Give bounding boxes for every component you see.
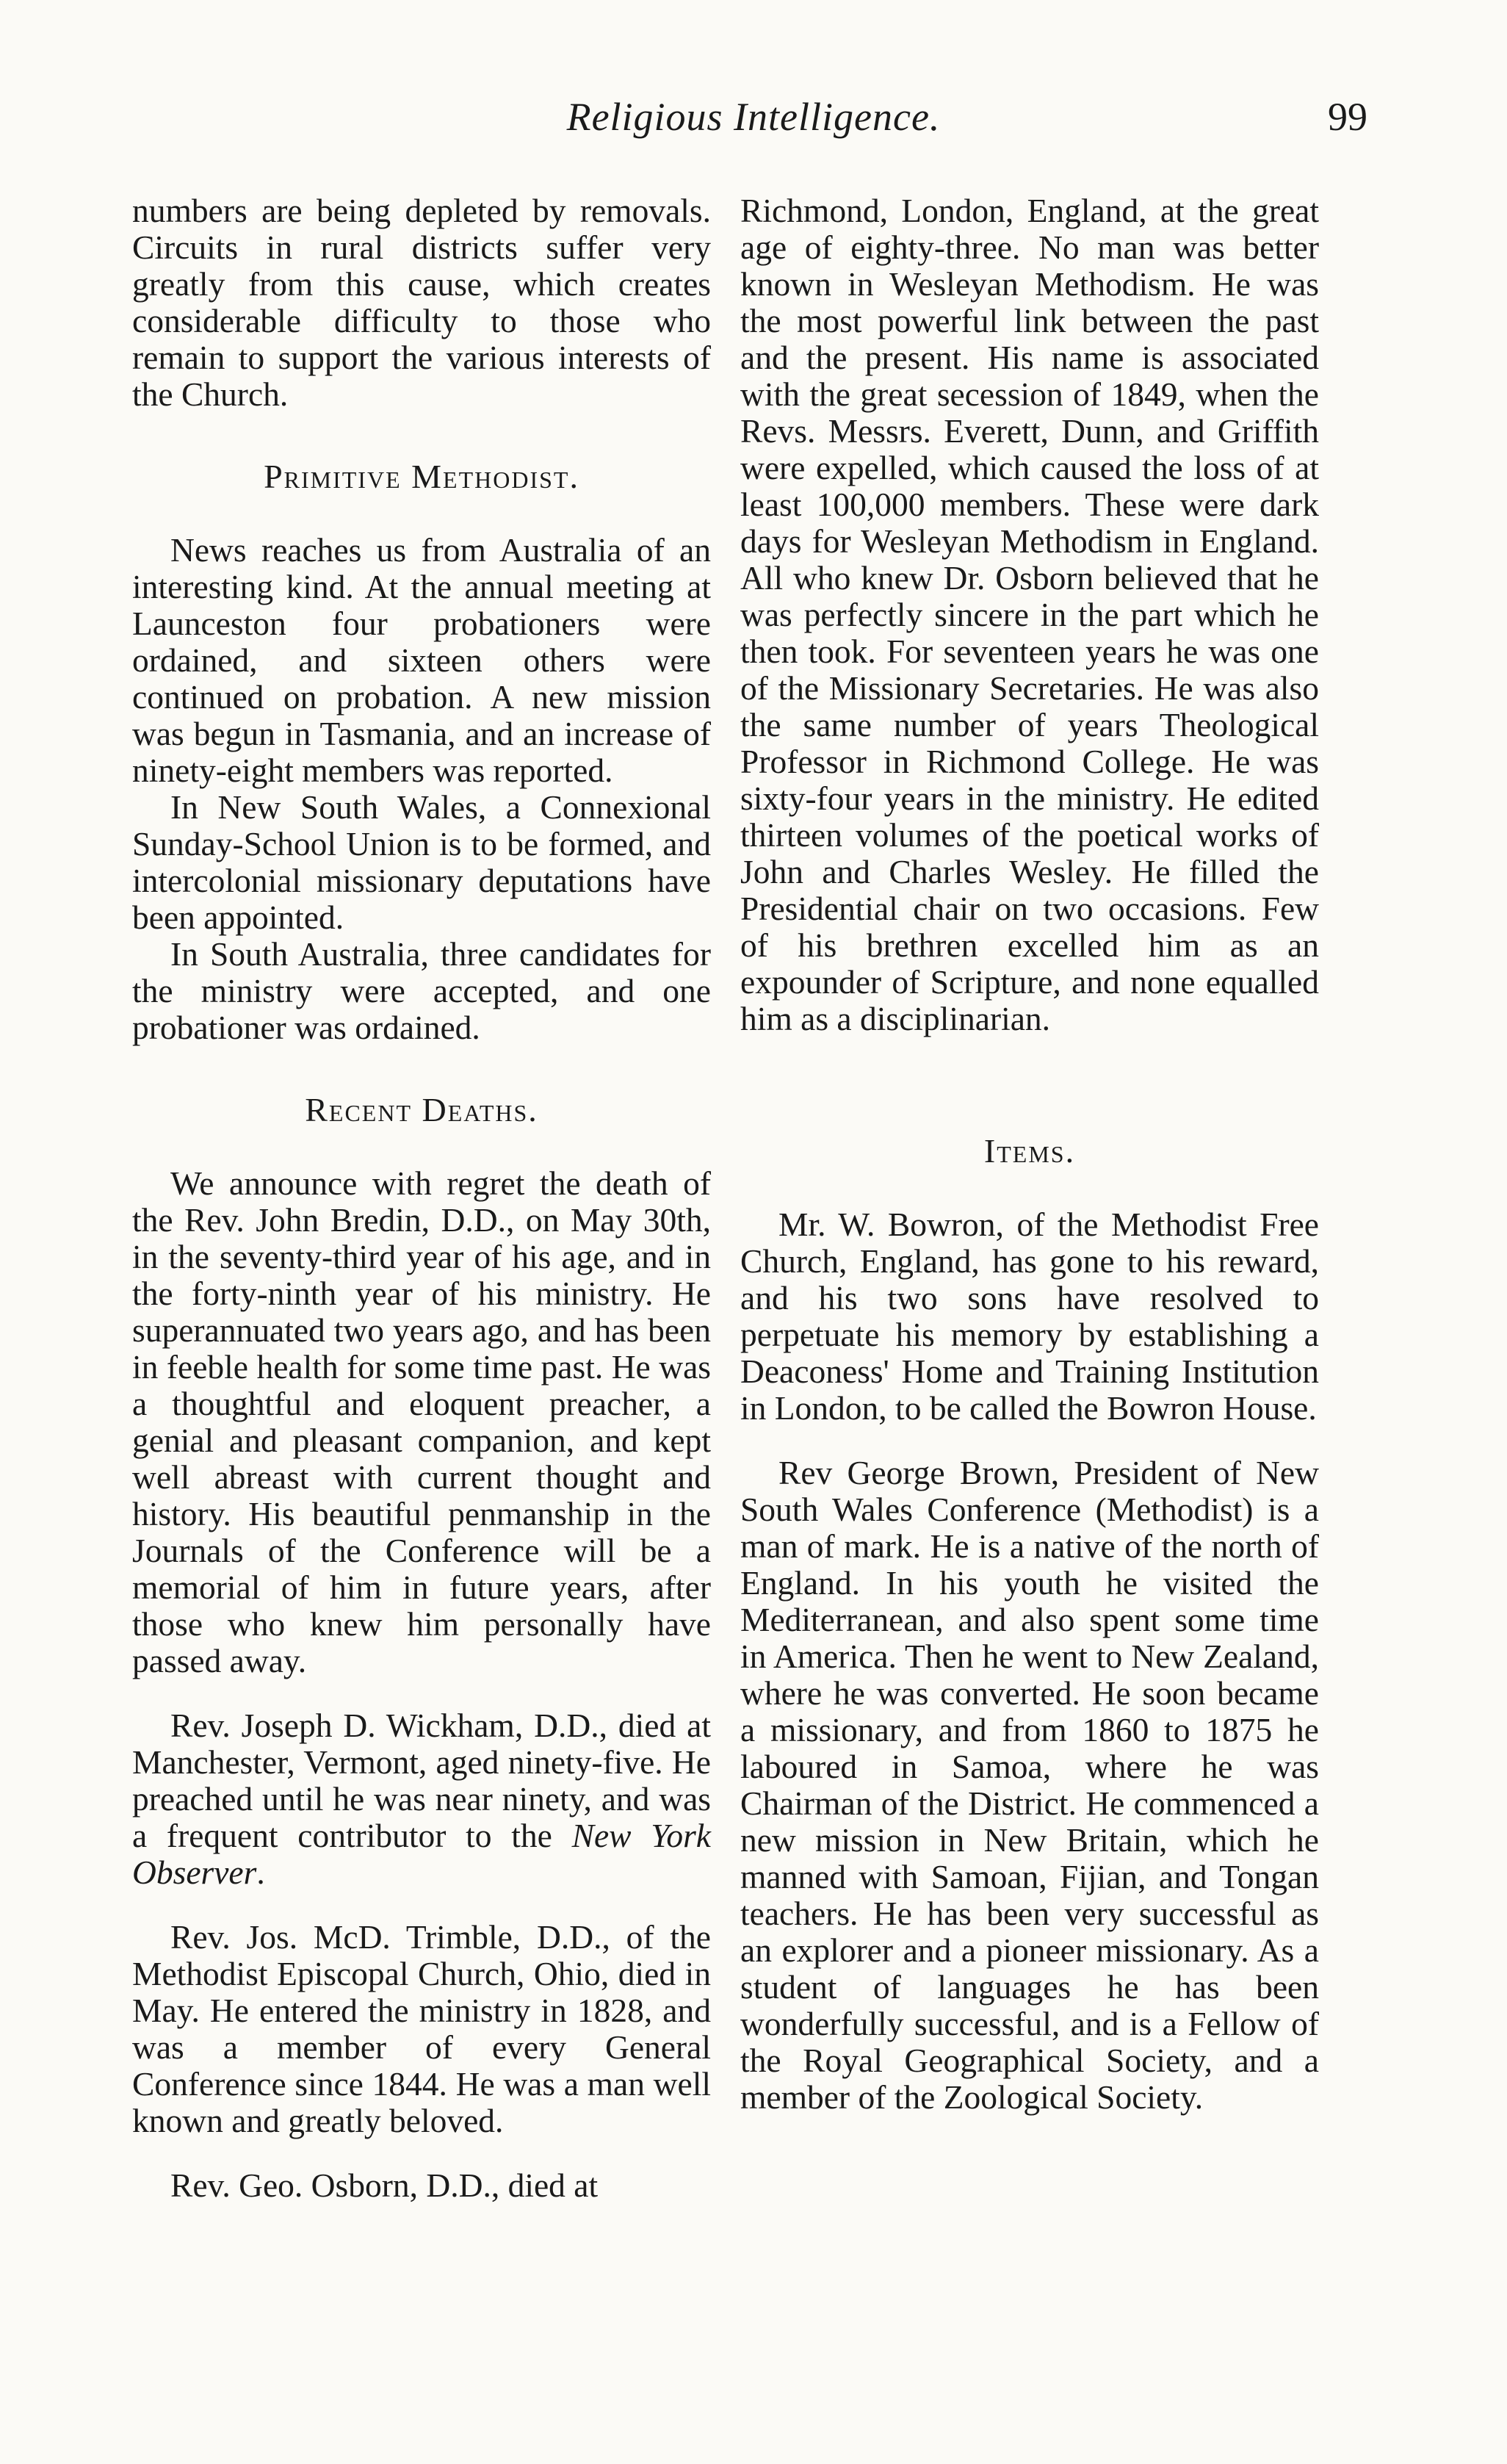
paragraph-trimble: Rev. Jos. McD. Trimble, D.D., of the Methodist Episcopal Church, Ohio, died in May. He entered the ministry in 1828, and was a member of every General Conference since 1844. He was a man well known and greatly beloved. — [132, 1918, 711, 2139]
right-column — [740, 192, 1319, 2116]
page-number: 99 — [1328, 95, 1367, 139]
paragraph-continued: numbers are being depleted by removals. Circuits in rural districts suffer very greatly from this cause, which creates considerable difficulty to those who remain to support the various interests of the Church. — [132, 192, 711, 413]
new-york-observer-title: New York Observer — [132, 1817, 711, 1891]
wickham-end: . — [256, 1854, 265, 1891]
paragraph-bredin: We announce with regret the death of the Rev. John Bredin, D.D., on May 30th, in the seventy-third year of his age, and in the forty-ninth year of his ministry. He superannuated two years ago, and has been in feeble health for some time past. He was a thoughtful and eloquent preacher, a genial and pleasant companion, and kept well abreast with current thought and history. His beautiful penmanship in the Journals of the Conference will be a memorial of him in future years, after those who knew him personally have passed away. — [132, 1164, 711, 1679]
paragraph-osborn-continued: Richmond, London, England, at the great age of eighty-three. No man was better known in Wesleyan Methodism. He was the most powerful link between the past and the present. His name is associated with the great secession of 1849, when the Revs. Messrs. Everett, Dunn, and Griffith were expelled, which caused the loss of at least 100,000 members. These were dark days for Wesleyan Methodism in England. All who knew Dr. Osborn believed that he was perfectly sincere in the part which he then took. For seventeen years he was one of the Missionary Secretaries. He was also the same number of years Theological Professor in Richmond College. He was sixty-four years in the ministry. He edited thirteen volumes of the poetical works of John and Charles Wesley. He filled the Presidential chair on two occasions. Few of his brethren excelled him as an expounder of Scripture, and none equalled him as a disciplinarian. — [740, 192, 1319, 1037]
paragraph-osborn-start: Rev. Geo. Osborn, D.D., died at — [170, 2166, 599, 2204]
left-column — [132, 192, 711, 2204]
page-header — [132, 94, 1375, 153]
paragraph-new-south-wales: In New South Wales, a Connexional Sunday-School Union is to be formed, and intercolonial missionary deputations have been appointed. — [132, 788, 711, 936]
paragraph-australia-news: News reaches us from Australia of an interesting kind. At the annual meeting at Launceston four probationers were ordained, and sixteen others were continued on probation. A new mission was begun in Tasmania, and an increase of ninety-eight members was reported. — [132, 531, 711, 789]
paragraph-george-brown: Rev George Brown, President of New South Wales Conference (Methodist) is a man of mark. He is a native of the north of England. In his youth he visited the Mediterranean, and also spent some time in America. Then he went to New Zealand, where he was converted. He soon became a missionary, and from 1860 to 1875 he laboured in Samoa, where he was Chairman of the District. He commenced a new mission in New Britain, which he manned with Samoan, Fijian, and Tongan teachers. He has been very successful as an explorer and a pioneer missionary. As a student of languages he has been wonderfully successful, and is a Fellow of the Royal Geographical Society, and a member of the Zoological Society. — [740, 1454, 1319, 2116]
section-heading-items: Items. — [983, 1132, 1076, 1170]
paragraph-south-australia: In South Australia, three candidates for the ministry were accepted, and one probationer was ordained. — [132, 935, 711, 1046]
running-title: Religious Intelligence. — [566, 95, 941, 139]
section-heading-primitive-methodist: Primitive Methodist. — [264, 458, 579, 495]
wickham-text: Rev. Joseph D. Wickham, D.D., died at Manchester, Vermont, aged ninety-five. He preached until he was near ninety, and was a frequent contributor to the — [132, 1707, 711, 1854]
section-heading-recent-deaths: Recent Deaths. — [305, 1091, 538, 1128]
paragraph-bowron: Mr. W. Bowron, of the Methodist Free Church, England, has gone to his reward, and his two sons have resolved to perpetuate his memory by establishing a Deaconess' Home and Training Institution in London, to be called the Bowron House. — [740, 1206, 1319, 1427]
paragraph-wickham — [132, 1707, 711, 1891]
